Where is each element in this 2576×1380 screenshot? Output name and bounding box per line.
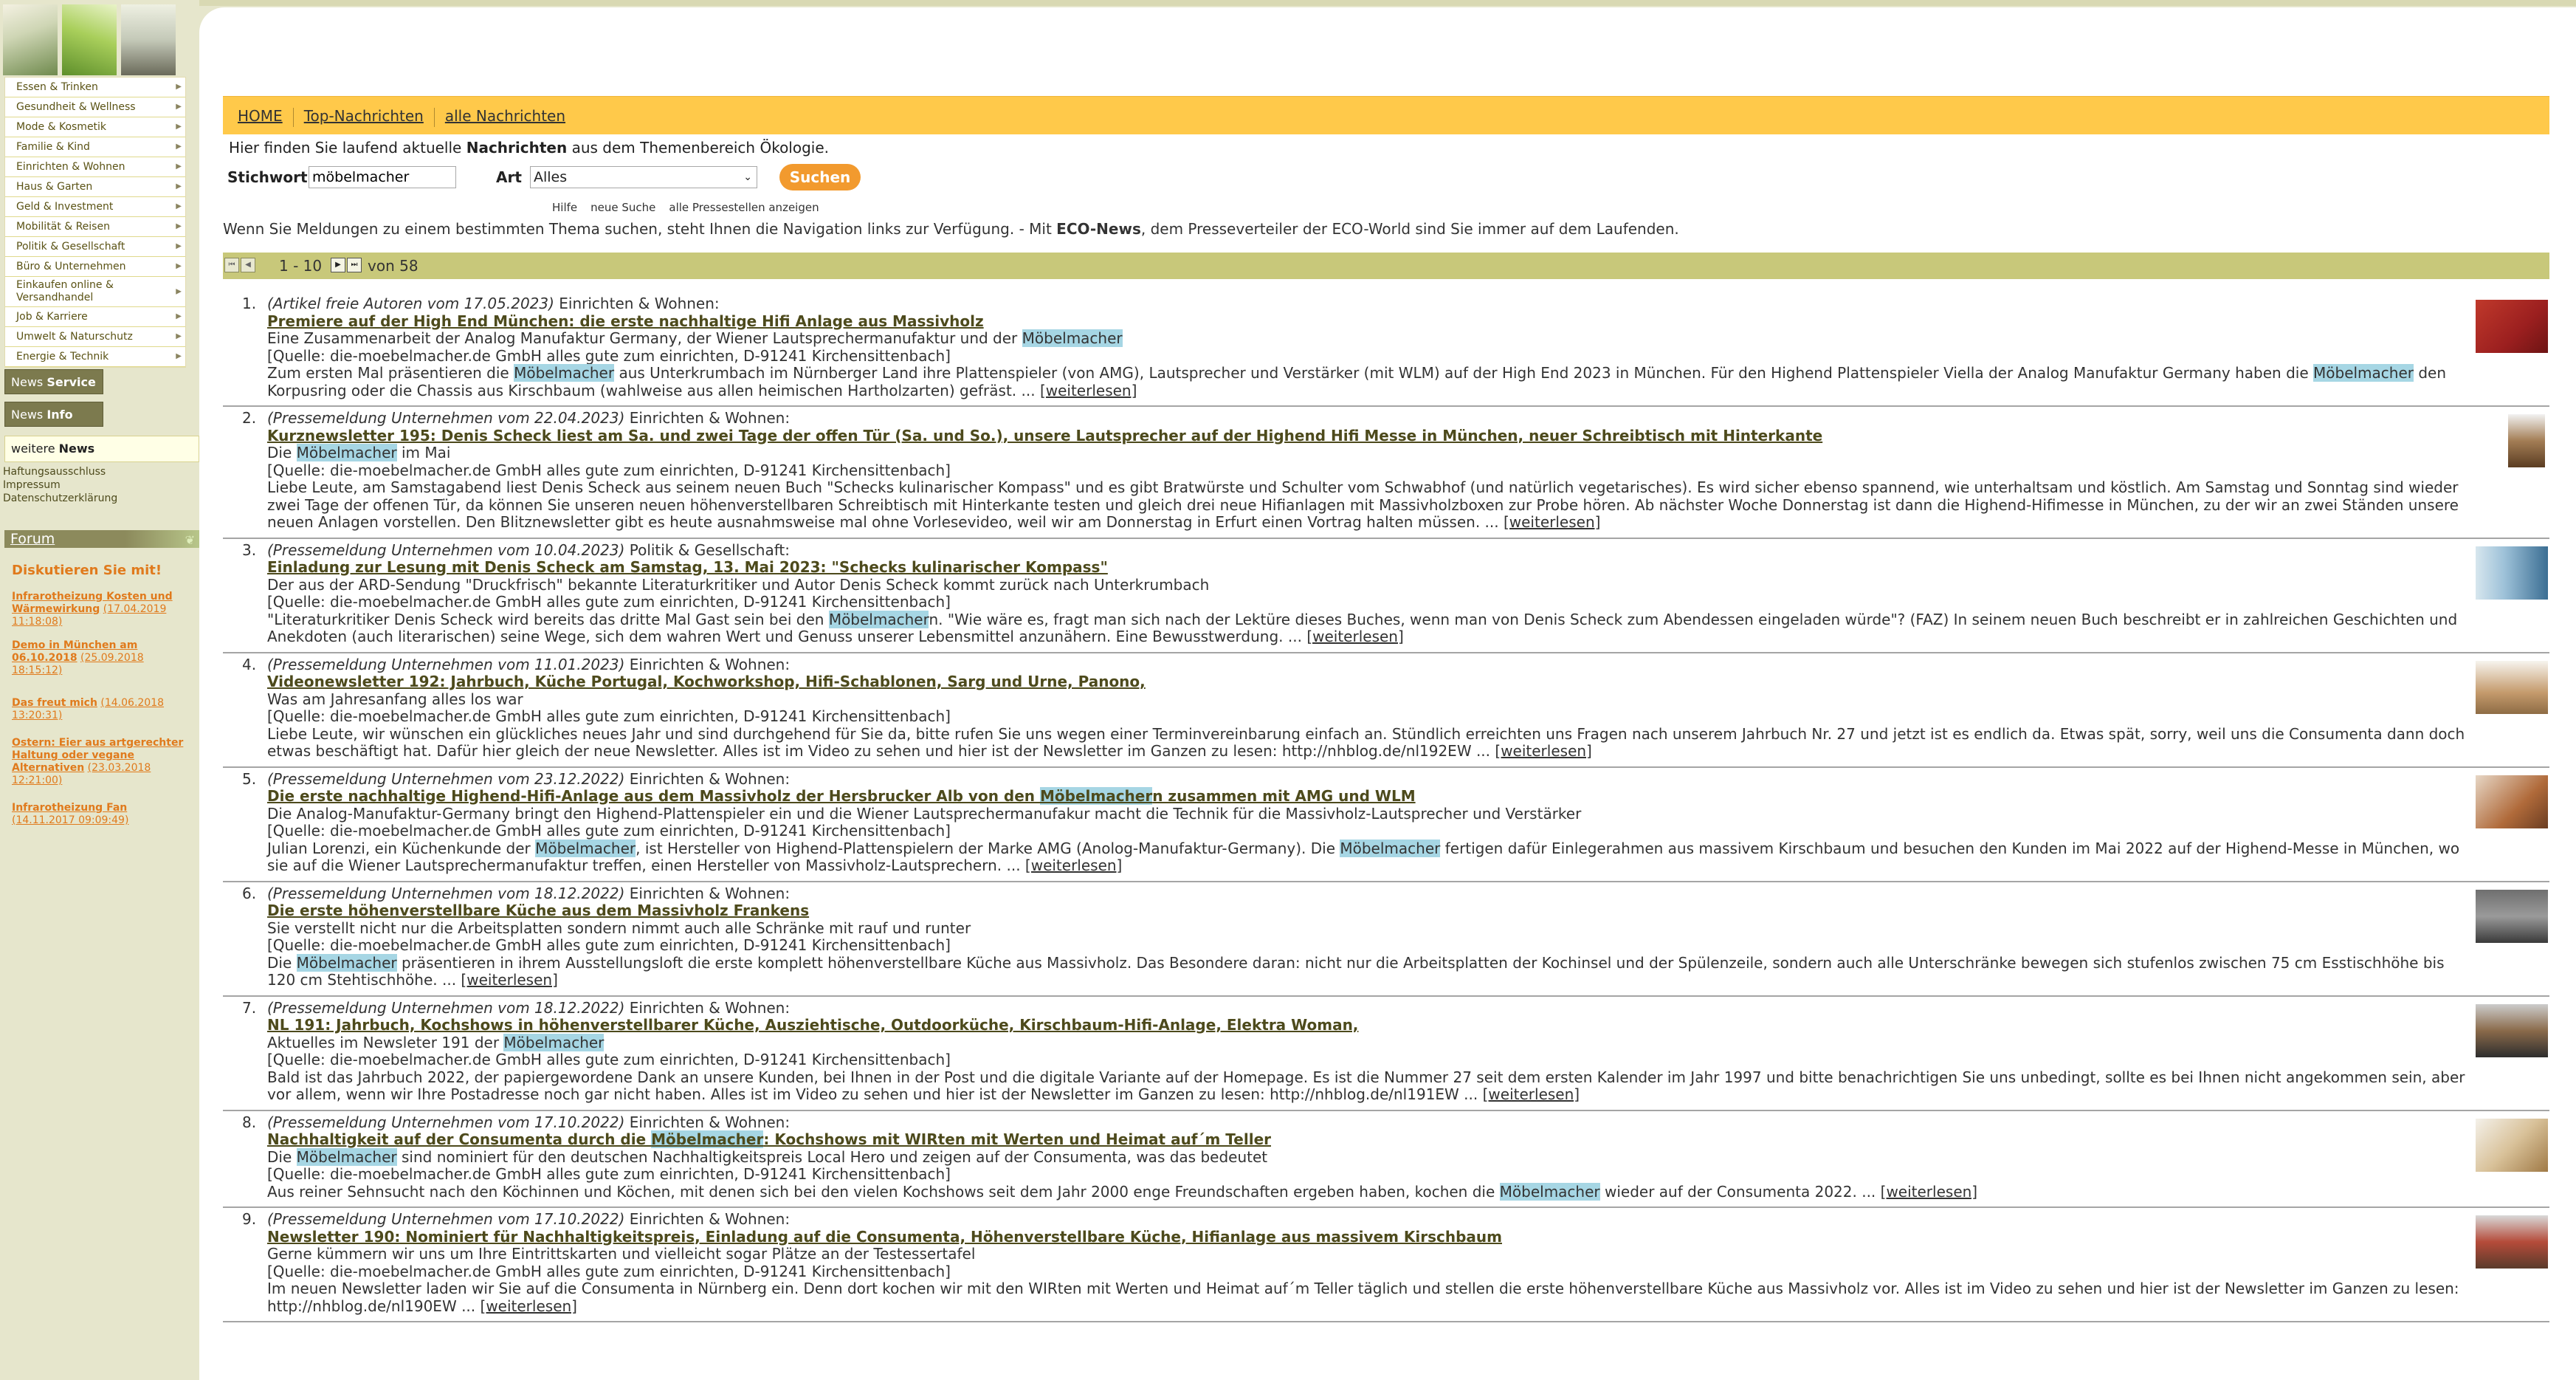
forum-post-link[interactable] [12, 591, 186, 628]
text-segment: präsentieren in ihrem Ausstellungsloft die erste komplett höhenverstellbare Küche aus Massivholz. Das Besondere daran: nicht nur die Arbeitsplatten der Kochinsel und der Spülenzeile, sondern auch alle Unterschränke bewegen sich stufenlos zwischen 75 cm Esstischhöhe bis 120 cm Stehtischhöhe. ... [267, 953, 2445, 989]
sidebar-item-label: Einrichten & Wohnen [16, 161, 125, 173]
chevron-right-icon: ▶ [176, 143, 182, 151]
item-meta [267, 1000, 2468, 1017]
weiterlesen-link[interactable]: [weiterlesen] [1024, 857, 1123, 874]
item-meta [267, 295, 2468, 313]
text-segment: n. "Wie wäre es, fragt man sich nach der Lektüre dieses Buches, wenn man von Denis Scheck zum Abendessen eingeladen würde"? (FAZ) In seinem neuen Buch beschreibt er in zahlreichen Geschichten und Anekdoten (auch literarischen) seine Wege, sich dem wahren Wert und Genuss unserer Lebensmittel anzunähern. Eine Bewusstwerdung. ... [267, 610, 2458, 645]
item-teaser [267, 611, 2468, 646]
text-segment: n zusammen mit AMG und WLM [1152, 787, 1416, 805]
keyword-highlight: Möbelmacher [514, 364, 615, 382]
item-source-date: (Pressemeldung Unternehmen vom 17.10.2022) [267, 1113, 625, 1131]
item-category: Einrichten & Wohnen: [624, 655, 791, 673]
keyword-highlight: Möbelmacher [1499, 1182, 1600, 1201]
item-subtitle [267, 577, 2468, 594]
chevron-right-icon: ▶ [176, 202, 182, 210]
item-teaser [267, 726, 2468, 761]
text-segment: Julian Lorenzi, ein Küchenkunde der [267, 839, 536, 857]
item-number: 6. [242, 884, 257, 902]
sidebar-item-büro-unternehmen[interactable] [5, 257, 185, 277]
item-subtitle [267, 691, 2468, 709]
item-number: 4. [242, 655, 257, 673]
forum-post-date: (14.06.2018 13:20:31) [12, 697, 165, 721]
chevron-right-icon: ▶ [176, 352, 182, 360]
sidebar-item-label: Mobilität & Reisen [16, 221, 110, 233]
sidebar-item-label: Büro & Unternehmen [16, 261, 126, 272]
nav-separator [434, 108, 435, 127]
forum-post-title: Infrarotheizung Fan [12, 802, 128, 814]
sidebar-item-label: Umwelt & Naturschutz [16, 331, 133, 343]
news-service-bold: Service [47, 375, 96, 389]
logo-tree-image [121, 4, 176, 75]
text-segment: : Kochshows mit WIRten mit Werten und Heimat auf´m Teller [763, 1130, 1271, 1148]
sidebar-item-label: Gesundheit & Wellness [16, 101, 136, 113]
sidebar-item-label: Einkaufen online & Versandhandel [16, 279, 114, 303]
news-info-bold: Info [47, 408, 73, 422]
forum-post-link[interactable] [12, 639, 186, 677]
news-item [223, 1111, 2549, 1209]
chevron-right-icon: ▶ [176, 222, 182, 230]
news-info-prefix: News [11, 408, 47, 422]
forum-post-link[interactable] [12, 697, 186, 722]
text-segment: Sie verstellt nicht nur die Arbeitsplatten sondern nimmt auch alle Schränke mit rauf und runter [267, 919, 971, 937]
item-title-link[interactable] [267, 902, 2468, 920]
category-menu [4, 77, 186, 368]
item-meta [267, 1211, 2468, 1229]
keyword-input[interactable] [309, 166, 456, 188]
last-page-icon[interactable]: ⏭ [347, 258, 362, 272]
keyword-highlight: Möbelmacher [1022, 329, 1123, 347]
item-source: [Quelle: die-moebelmacher.de GmbH alles gute zum einrichten, D-91241 Kirchensittenbach] [267, 1165, 951, 1183]
keyword-highlight: Möbelmacher [651, 1130, 764, 1148]
text-segment: Die [267, 953, 297, 972]
logo-flowers-image [3, 4, 58, 75]
text-segment: , ist Hersteller von Highend-Plattenspielern der Marke AMG (Anolog-Manufaktur-Germany). Die [636, 839, 1340, 857]
sidebar-item-label: Job & Karriere [16, 311, 88, 323]
text-segment: NL 191: Jahrbuch, Kochshows in höhenverstellbarer Küche, Ausziehtische, Outdoorküche, Kirschbaum-Hifi-Anlage, Elektra Woman, [267, 1016, 1359, 1034]
top-navigation [223, 96, 2549, 134]
sidebar-item-geld-investment[interactable] [5, 197, 185, 217]
weiterlesen-link[interactable]: [weiterlesen] [1503, 513, 1601, 531]
item-number: 2. [242, 409, 257, 427]
page-total: von 58 [368, 257, 419, 275]
intro-after: aus dem Themenbereich Ökologie. [567, 139, 830, 157]
item-title-link[interactable] [267, 788, 2468, 806]
text-segment: Nachhaltigkeit auf der Consumenta durch die [267, 1130, 652, 1148]
item-number: 5. [242, 769, 257, 788]
chevron-down-icon: ⌄ [743, 171, 752, 183]
item-subtitle [267, 1246, 2468, 1263]
item-thumbnail-image[interactable] [2476, 1004, 2548, 1057]
item-source: [Quelle: die-moebelmacher.de GmbH alles gute zum einrichten, D-91241 Kirchensittenbach] [267, 593, 951, 611]
item-thumbnail-image[interactable] [2476, 546, 2548, 600]
news-item [223, 1208, 2549, 1322]
sidebar-item-label: Energie & Technik [16, 351, 109, 363]
item-source-date: (Pressemeldung Unternehmen vom 18.12.2022) [267, 998, 625, 1017]
weitere-bold: News [58, 442, 95, 456]
text-segment: im Mai [396, 444, 451, 461]
item-source: [Quelle: die-moebelmacher.de GmbH alles gute zum einrichten, D-91241 Kirchensittenbach] [267, 461, 951, 479]
top-nachrichten-link[interactable]: Top-Nachrichten [303, 107, 424, 125]
results-list [223, 292, 2549, 1322]
eco-after: , dem Presseverteiler der ECO-World sind Sie immer auf dem Laufenden. [1140, 220, 1679, 238]
text-segment: Newsletter 190: Nominiert für Nachhaltigkeitspreis, Einladung auf die Consumenta, Höhenverstellbare Küche, Hifianlage aus massivem Kirschbaum [267, 1227, 1502, 1246]
text-segment: Kurznewsletter 195: Denis Scheck liest am Sa. und zwei Tage der offen Tür (Sa. und So.), unsere Lautsprecher auf der Highend Hifi Messe in München, neuer Schreibtisch mit Hinterkante [267, 426, 1823, 444]
chevron-right-icon: ▶ [176, 312, 182, 320]
sidebar-item-mode-kosmetik[interactable] [5, 117, 185, 137]
text-segment: Die [267, 444, 297, 461]
text-segment: Zum ersten Mal präsentieren die [267, 364, 514, 382]
item-title-link[interactable] [267, 559, 2468, 577]
item-source-date: (Pressemeldung Unternehmen vom 11.01.2023) [267, 655, 625, 673]
item-thumbnail-image[interactable] [2476, 300, 2548, 353]
forum-link[interactable] [4, 530, 199, 548]
forum-post-link[interactable] [12, 802, 186, 827]
chevron-right-icon: ▶ [176, 103, 182, 111]
text-segment: Liebe Leute, wir wünschen ein glückliches neues Jahr und sind durchgehend für Sie da, bitte rufen Sie uns wegen einer Terminvereinbarung einfach an. Stündlich erreichten uns Fragen nach unserem Jahrbuch Nr. 27 und jetzt ist es endlich da. Etwas spät, sorry, weil uns die Consumenta dann doch etwas beschäftigt hat. Dafür hier gleich der neue Newsletter. Alles ist im Video zu sehen und hier ist der Newsletter im Ganzen zu lesen: http://nhblog.de/nl192EW ... [267, 724, 2465, 760]
item-meta [267, 656, 2468, 674]
sidebar-item-umwelt-naturschutz[interactable] [5, 327, 185, 347]
item-subtitle [267, 1034, 2468, 1052]
item-title-link[interactable] [267, 428, 2468, 445]
datenschutz-link[interactable]: Datenschutzerklärung [3, 492, 118, 504]
item-category: Einrichten & Wohnen: [624, 1210, 791, 1228]
text-segment: Der aus der ARD-Sendung "Druckfrisch" bekannte Literaturkritiker und Autor Denis Scheck kommt zurück nach Unterkrumbach [267, 575, 1210, 594]
neue-suche-link[interactable]: neue Suche [590, 201, 656, 214]
weitere-prefix: weitere [11, 442, 59, 456]
item-source-date: (Pressemeldung Unternehmen vom 10.04.2023) [267, 540, 625, 559]
text-segment: Aus reiner Sehnsucht nach den Köchinnen und Köchen, mit denen sich bei den vielen Kochshows seit dem Jahr 2000 enge Freundschaften ergeben haben, kochen die [267, 1182, 1500, 1201]
weiterlesen-link[interactable]: [weiterlesen] [1039, 381, 1137, 399]
item-thumbnail-image[interactable] [2476, 661, 2548, 714]
chevron-right-icon: ▶ [176, 262, 182, 270]
item-subtitle [267, 806, 2468, 823]
chevron-right-icon: ▶ [176, 287, 182, 296]
weiterlesen-link[interactable]: [weiterlesen] [480, 1297, 577, 1315]
main-content [199, 7, 2576, 1380]
item-source-date: (Pressemeldung Unternehmen vom 22.04.2023) [267, 409, 625, 427]
alle-nachrichten-link[interactable]: alle Nachrichten [444, 107, 566, 125]
item-meta [267, 885, 2468, 903]
item-title-link[interactable] [267, 1131, 2468, 1149]
item-source: [Quelle: die-moebelmacher.de GmbH alles gute zum einrichten, D-91241 Kirchensittenbach] [267, 707, 951, 725]
text-segment: Premiere auf der High End München: die erste nachhaltige Hifi Anlage aus Massivholz [267, 312, 984, 330]
text-segment: "Literaturkritiker Denis Scheck wird bereits das dritte Mal Gast sein bei den [267, 610, 829, 628]
item-category: Einrichten & Wohnen: [624, 998, 791, 1017]
item-source: [Quelle: die-moebelmacher.de GmbH alles gute zum einrichten, D-91241 Kirchensittenbach] [267, 936, 951, 954]
text-segment: sind nominiert für den deutschen Nachhaltigkeitspreis Local Hero und zeigen auf der Consumenta, was das bedeutet [396, 1147, 1268, 1166]
item-category: Politik & Gesellschaft: [624, 540, 790, 559]
item-number: 3. [242, 540, 257, 559]
forum-post-date: (14.11.2017 09:09:49) [12, 814, 129, 826]
forum-post-title: Das freut mich [12, 697, 97, 709]
item-thumbnail-image[interactable] [2476, 1119, 2548, 1172]
sidebar-item-familie-kind[interactable] [5, 137, 185, 157]
item-teaser [267, 1069, 2468, 1104]
forum-post-title: Ostern: Eier aus artgerechter Haltung oder vegane Alternativen [12, 737, 184, 774]
item-source-date: (Artikel freie Autoren vom 17.05.2023) [267, 295, 554, 312]
sidebar-item-energie-technik[interactable] [5, 347, 185, 367]
keyword-highlight: Möbelmacher [828, 610, 929, 628]
item-teaser [267, 479, 2468, 532]
item-thumbnail-image[interactable] [2476, 775, 2548, 828]
item-subtitle [267, 330, 2468, 348]
text-segment: wieder auf der Consumenta 2022. ... [1599, 1182, 1881, 1201]
item-title-link[interactable] [267, 313, 2468, 331]
weitere-news-link[interactable] [4, 436, 199, 462]
text-segment: aus Unterkrumbach im Nürnberger Land ihre Plattenspieler (von AMG), Lautsprecher und Verstärker (mit WLM) auf der High End 2023 in München. Für den Highend Plattenspieler Viella der Analog Manufaktur Germany haben die [614, 364, 2313, 382]
news-item [223, 292, 2549, 407]
text-segment: fertigen dafür Einlegerahmen aus massivem Kirschbaum und besuchen den Kunden im Mai 2022 auf der Highend-Messe in München, wo sie auf die Wiener Lautsprechermanufaktur treffen, einen Hersteller von Massivholz-Lautsprechern. ... [267, 839, 2460, 874]
sidebar-item-einrichten-wohnen[interactable] [5, 157, 185, 177]
weiterlesen-link[interactable]: [weiterlesen] [1306, 628, 1404, 645]
text-segment: Eine Zusammenarbeit der Analog Manufaktur Germany, der Wiener Lautsprechermanufaktur und der [267, 329, 1022, 347]
art-label: Art [496, 168, 522, 186]
text-segment: Die Analog-Manufaktur-Germany bringt den Highend-Plattenspieler ein und die Wiener Lautsprechermanufakur macht die Technik für die Massivholz-Lautsprecher und Verstärker [267, 804, 1582, 823]
leaf-icon: ❦ [185, 533, 195, 547]
forum-post-date: (23.03.2018 12:21:00) [12, 762, 151, 786]
news-item [223, 653, 2549, 768]
help-links [552, 201, 833, 214]
news-service-prefix: News [11, 375, 47, 389]
intro-text [229, 139, 829, 157]
item-subtitle [267, 920, 2468, 938]
intro-before: Hier finden Sie laufend aktuelle [229, 139, 466, 157]
text-segment: Im neuen Newsletter laden wir Sie auf die Consumenta in Nürnberg ein. Denn dort kochen wir mit den WIRten mit Werten und Heimat auf´m Teller täglich und stellen die erste höhenverstellbare Küche aus Massivholz vor. Alles ist im Video zu sehen und hier ist der Newsletter im Ganzen zu lesen: http://nhblog.de/nl190EW ... [267, 1280, 2459, 1315]
item-number: 1. [242, 295, 257, 312]
chevron-right-icon: ▶ [176, 182, 182, 190]
item-thumbnail-image[interactable] [2508, 414, 2545, 467]
weiterlesen-link[interactable]: [weiterlesen] [1482, 1085, 1580, 1103]
home-link[interactable]: HOME [238, 107, 283, 125]
art-select-value: Alles [534, 169, 568, 185]
intro-bold: Nachrichten [466, 139, 568, 157]
pressestellen-link[interactable]: alle Pressestellen anzeigen [669, 201, 819, 214]
eco-news-text [223, 220, 1679, 238]
item-source: [Quelle: die-moebelmacher.de GmbH alles gute zum einrichten, D-91241 Kirchensittenbach] [267, 1262, 951, 1280]
item-category: Einrichten & Wohnen: [554, 295, 720, 312]
sidebar [0, 0, 199, 1380]
item-source-date: (Pressemeldung Unternehmen vom 23.12.2022) [267, 769, 625, 788]
forum-post-title: Infrarotheizung Kosten und Wärmewirkung [12, 591, 173, 615]
forum-label: Forum [10, 531, 55, 547]
item-subtitle [267, 1149, 2468, 1167]
sidebar-item-haus-garten[interactable] [5, 177, 185, 197]
item-thumbnail-image[interactable] [2476, 1215, 2548, 1269]
keyword-highlight: Möbelmacher [1340, 839, 1441, 857]
item-title-link[interactable] [267, 1017, 2468, 1034]
eco-bold: ECO-News [1056, 220, 1141, 238]
text-segment: Liebe Leute, am Samstagabend liest Denis Scheck aus seinem neuen Buch "Schecks kulinarischer Kompass" und es gibt Bratwürste und Schulter vom Schwabhof (und natürlich vegetarisches). Es wird sicher ebenso spannend, wie unterhaltsam und köstlich. Am Samstag und Sonntag sind wieder zwei Tage der offenen Tür, da können Sie unseren neuen höhenverstellbaren Schreibtisch mit Hinterkante testen und gleich drei neue Hifianlagen mit Massivholzboxen zur Probe hören. Ab nächster Woche Donnerstag ist dann die Highend-Hifimesse in München, zu der wir an zwei Ständen unsere neuen Anlagen vorstellen. Den Blitznewsletter gibt es heute ausnahmsweise mal ohne Vorlesevideo, weil wir am Donnerstag in Erfurt einen Vortrag halten müssen. ... [267, 478, 2459, 531]
keyword-highlight: Möbelmacher [296, 444, 397, 461]
prev-page-icon[interactable]: ◀ [241, 258, 255, 272]
sidebar-item-label: Politik & Gesellschaft [16, 241, 125, 253]
chevron-right-icon: ▶ [176, 242, 182, 250]
logo-leaves-image [62, 4, 117, 75]
item-number: 7. [242, 998, 257, 1017]
legal-links [3, 465, 117, 505]
sidebar-item-label: Haus & Garten [16, 181, 93, 193]
weiterlesen-link[interactable]: [weiterlesen] [1880, 1182, 1978, 1201]
item-teaser [267, 1280, 2468, 1315]
discuss-heading: Diskutieren Sie mit! [12, 563, 162, 578]
news-item [223, 768, 2549, 882]
news-item [223, 407, 2549, 539]
search-button[interactable]: Suchen [779, 164, 861, 190]
nav-separator [293, 108, 294, 127]
top-strip [0, 0, 2576, 6]
text-segment: Videonewsletter 192: Jahrbuch, Küche Portugal, Kochworkshop, Hifi-Schablonen, Sarg und Urne, Panono, [267, 673, 1146, 690]
sidebar-item-gesundheit-wellness[interactable] [5, 97, 185, 117]
item-source: [Quelle: die-moebelmacher.de GmbH alles gute zum einrichten, D-91241 Kirchensittenbach] [267, 1051, 951, 1068]
next-page-icon[interactable]: ▶ [331, 258, 345, 272]
item-meta [267, 771, 2468, 789]
page-range: 1 - 10 [279, 257, 323, 275]
item-teaser [267, 955, 2468, 989]
keyword-highlight: Möbelmacher [503, 1033, 605, 1051]
chevron-right-icon: ▶ [176, 83, 182, 91]
sidebar-item-politik-gesellschaft[interactable] [5, 237, 185, 257]
item-teaser [267, 1184, 2468, 1201]
forum-post-date: (25.09.2018 18:15:12) [12, 652, 144, 676]
chevron-right-icon: ▶ [176, 332, 182, 340]
news-item [223, 997, 2549, 1111]
text-segment: Die erste höhenverstellbare Küche aus dem Massivholz Frankens [267, 902, 810, 919]
item-source-date: (Pressemeldung Unternehmen vom 18.12.2022) [267, 884, 625, 902]
sidebar-item-mobilität-reisen[interactable] [5, 217, 185, 237]
forum-post-title: Demo in München am 06.10.2018 [12, 639, 138, 664]
haftungsausschluss-link[interactable]: Haftungsausschluss [3, 466, 106, 478]
text-segment: Was am Jahresanfang alles los war [267, 690, 523, 708]
text-segment: Die [267, 1147, 297, 1166]
item-number: 9. [242, 1210, 257, 1228]
news-item [223, 882, 2549, 997]
text-segment: den Korpusring oder die Chassis aus Kirschbaum (wahlweise aus allen heimischen Hartholzarten) gefräst. ... [267, 364, 2447, 399]
sidebar-item-label: Essen & Trinken [16, 81, 98, 93]
item-teaser [267, 840, 2468, 875]
item-category: Einrichten & Wohnen: [624, 769, 791, 788]
text-segment: Aktuelles im Newsleter 191 der [267, 1033, 504, 1051]
item-source-date: (Pressemeldung Unternehmen vom 17.10.2022) [267, 1210, 625, 1228]
item-meta [267, 410, 2468, 428]
weiterlesen-link[interactable]: [weiterlesen] [461, 971, 558, 989]
chevron-right-icon: ▶ [176, 162, 182, 171]
item-meta [267, 1114, 2468, 1132]
news-service-button[interactable] [4, 369, 103, 394]
news-item [223, 539, 2549, 653]
sidebar-item-einkaufen-online-versandhandel[interactable] [5, 277, 185, 307]
weiterlesen-link[interactable]: [weiterlesen] [1495, 742, 1592, 760]
sidebar-item-job-karriere[interactable] [5, 307, 185, 327]
keyword-highlight: Möbelmacher [2313, 364, 2414, 382]
text-segment: Gerne kümmern wir uns um Ihre Eintrittskarten und vielleicht sogar Plätze an der Testessertafel [267, 1245, 976, 1263]
keyword-highlight: Möbelmacher [1039, 787, 1153, 805]
sidebar-item-label: Mode & Kosmetik [16, 121, 107, 133]
item-title-link[interactable] [267, 673, 2468, 691]
first-page-icon[interactable]: ⏮ [224, 258, 239, 272]
forum-post-link[interactable] [12, 737, 186, 787]
item-source: [Quelle: die-moebelmacher.de GmbH alles gute zum einrichten, D-91241 Kirchensittenbach] [267, 822, 951, 840]
chevron-right-icon: ▶ [176, 123, 182, 131]
sidebar-item-essen-trinken[interactable] [5, 78, 185, 97]
stichwort-label: Stichwort [227, 168, 308, 186]
item-meta [267, 542, 2468, 560]
item-category: Einrichten & Wohnen: [624, 884, 791, 902]
keyword-highlight: Möbelmacher [296, 953, 397, 972]
keyword-highlight: Möbelmacher [296, 1147, 397, 1166]
item-teaser [267, 365, 2468, 399]
sidebar-item-label: Geld & Investment [16, 201, 114, 213]
keyword-highlight: Möbelmacher [535, 839, 636, 857]
text-segment: Die erste nachhaltige Highend-Hifi-Anlage aus dem Massivholz der Hersbrucker Alb von den [267, 787, 1040, 805]
text-segment: Einladung zur Lesung mit Denis Scheck am Samstag, 13. Mai 2023: "Schecks kulinarischer Kompass" [267, 558, 1108, 576]
item-title-link[interactable] [267, 1229, 2468, 1246]
item-number: 8. [242, 1113, 257, 1131]
art-select[interactable] [530, 166, 757, 188]
news-info-button[interactable] [4, 402, 103, 427]
impressum-link[interactable]: Impressum [3, 479, 61, 491]
item-category: Einrichten & Wohnen: [624, 1113, 791, 1131]
sidebar-item-label: Familie & Kind [16, 141, 90, 153]
item-source: [Quelle: die-moebelmacher.de GmbH alles gute zum einrichten, D-91241 Kirchensittenbach] [267, 346, 951, 365]
item-category: Einrichten & Wohnen: [624, 409, 791, 427]
text-segment: Bald ist das Jahrbuch 2022, der papiergewordene Dank an unsere Kunden, bei Ihnen in der Post und die digitale Variante auf der Homepage. Es ist die Nummer 27 seit dem ersten Kalender im Jahr 1997 und bitte benachrichtigen Sie uns unbedingt, sollte es bei Ihnen nicht angekommen sein, aber vor allem, wenn wir Ihre Postadresse noch gar nicht haben. Alles ist im Video zu sehen und hier ist der Newsletter im Ganzen zu lesen: http://nhblog.de/nl191EW ... [267, 1068, 2465, 1103]
forum-post-date: (17.04.2019 11:18:08) [12, 603, 167, 628]
item-thumbnail-image[interactable] [2476, 890, 2548, 943]
pagination-bar [223, 253, 2549, 279]
item-subtitle [267, 444, 2468, 462]
eco-before: Wenn Sie Meldungen zu einem bestimmten Thema suchen, steht Ihnen die Navigation links zur Verfügung. - Mit [223, 220, 1057, 238]
hilfe-link[interactable]: Hilfe [552, 201, 578, 214]
